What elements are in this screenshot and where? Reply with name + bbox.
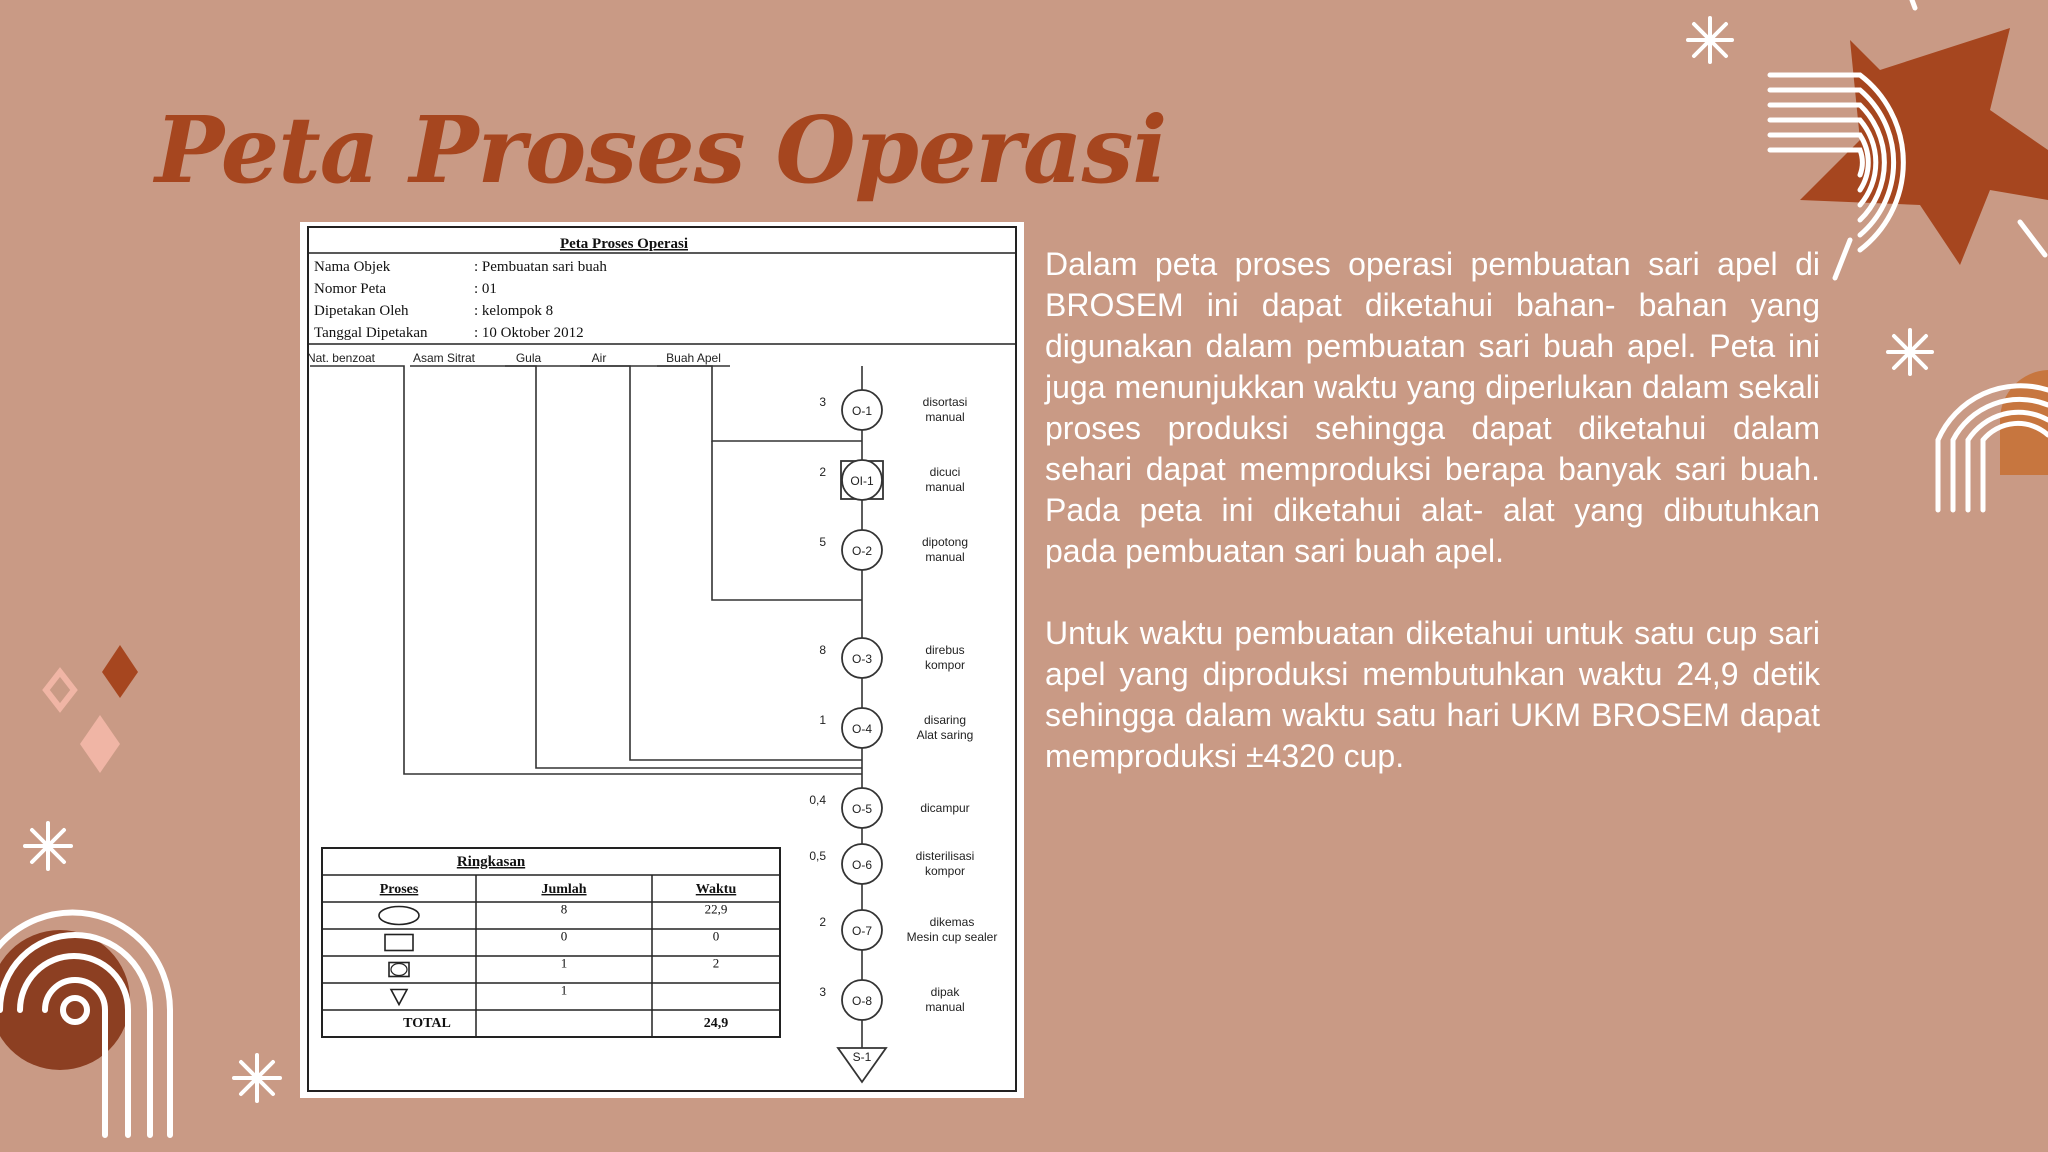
step-code: O-7	[851, 924, 873, 938]
material-label: Gula	[515, 351, 542, 365]
chart-heading: Peta Proses Operasi	[559, 236, 689, 252]
summary-total-label: TOTAL	[403, 1016, 451, 1031]
header-value: : 10 Oktober 2012	[474, 325, 584, 341]
step-desc: dikemas	[929, 915, 975, 929]
inspection-symbol	[385, 935, 413, 951]
step-code: O-4	[851, 722, 873, 736]
sparkle-icon	[234, 1055, 280, 1101]
summary-header: Proses	[379, 882, 419, 897]
header-value: : kelompok 8	[474, 303, 554, 319]
summary-waktu: 0	[712, 928, 720, 944]
header-label: Nama Objek	[314, 259, 391, 275]
step-tool: kompor	[924, 864, 966, 878]
summary-header: Waktu	[695, 882, 737, 897]
step-code: O-8	[851, 994, 873, 1008]
branch-merge	[712, 441, 862, 600]
summary-waktu: 2	[712, 955, 720, 971]
summary-waktu: 22,9	[704, 901, 728, 917]
step-code: O-2	[851, 544, 873, 558]
sparkle-icon	[1688, 18, 1732, 62]
branch-asam-sitrat	[478, 366, 862, 768]
step-time: 1	[819, 713, 826, 727]
step-code: O-1	[851, 404, 873, 418]
branch-nat-benzoat	[372, 366, 862, 774]
summary-total-value: 24,9	[703, 1016, 729, 1031]
step-desc: direbus	[925, 643, 965, 657]
summary-jumlah: 1	[560, 955, 568, 971]
paragraph-2: Untuk waktu pembuatan diketahui untuk satu cup sari apel yang diproduksi membutuhkan waktu 24,9 detik sehingga dalam waktu satu hari UKM BROSEM dapat memproduksi ±4320 cup.	[1045, 615, 1820, 774]
chart-header-info	[314, 259, 607, 341]
rainbow-lines-top-right	[1770, 75, 1903, 250]
summary-header: Jumlah	[541, 882, 587, 897]
material-label: Air	[591, 351, 607, 365]
step-tool: kompor	[924, 658, 966, 672]
summary-title: Ringkasan	[456, 854, 526, 870]
material-label: Asam Sitrat	[412, 351, 476, 365]
page-title: Peta Proses Operasi	[155, 96, 1167, 204]
step-code: O-6	[851, 858, 873, 872]
step-time: 8	[819, 643, 826, 657]
step-desc: disortasi	[922, 395, 968, 409]
step-code: S-1	[852, 1050, 872, 1064]
step-tool: manual	[925, 1000, 965, 1014]
material-label: Nat. benzoat	[306, 351, 376, 365]
step-desc: disaring	[923, 713, 967, 727]
header-label: Dipetakan Oleh	[314, 303, 409, 319]
step-time: 2	[819, 465, 826, 479]
header-value: : Pembuatan sari buah	[474, 259, 607, 275]
combined-symbol	[389, 963, 409, 977]
paragraph-1: Dalam peta proses operasi pembuatan sari apel di BROSEM ini dapat diketahui bahan- bahan yang digunakan dalam pembuatan sari buah apel. Peta ini juga menunjukkan waktu yang diperlukan dalam sekali proses produksi sehingga dapat diketahui dalam sehari dapat memproduksi berapa banyak sari buah. Pada peta ini diketahui alat- alat yang dibutuhkan pada pembuatan sari buah apel.	[1045, 246, 1820, 569]
branch-gula	[552, 366, 862, 760]
step-desc: disterilisasi	[915, 849, 975, 863]
sparkle-icon	[25, 823, 71, 869]
step-time: 0,5	[809, 849, 826, 863]
step-code: OI-1	[850, 474, 874, 488]
dash-line	[2020, 222, 2045, 255]
step-tool: manual	[925, 480, 965, 494]
body-text	[1045, 244, 1820, 777]
step-tool: Alat saring	[916, 728, 974, 742]
dash-line	[1912, 0, 1915, 8]
step-code: O-5	[851, 802, 873, 816]
step-time: 3	[819, 985, 826, 999]
process-steps	[809, 390, 997, 1082]
step-tool: manual	[925, 550, 965, 564]
step-time: 0,4	[809, 793, 826, 807]
combined-symbol	[391, 964, 407, 976]
process-chart-figure	[300, 222, 1024, 1098]
summary-table	[322, 848, 780, 1037]
summary-jumlah: 1	[560, 982, 568, 998]
step-desc: dicuci	[929, 465, 961, 479]
material-labels	[307, 351, 721, 365]
diamond-shape	[80, 715, 120, 773]
step-code: O-3	[851, 652, 873, 666]
storage-symbol	[391, 990, 407, 1005]
header-value: : 01	[474, 281, 497, 297]
step-desc: dicampur	[920, 801, 970, 815]
step-desc: dipak	[930, 985, 960, 999]
step-desc: dipotong	[921, 535, 969, 549]
header-label: Nomor Peta	[314, 281, 387, 297]
summary-border	[322, 848, 780, 1037]
step-time: 3	[819, 395, 826, 409]
sparkle-icon	[1888, 330, 1932, 374]
summary-jumlah: 0	[560, 928, 568, 944]
summary-jumlah: 8	[560, 901, 568, 917]
step-time: 5	[819, 535, 826, 549]
step-tool: Mesin cup sealer	[906, 930, 998, 944]
operation-process-chart	[300, 222, 1024, 1098]
star-shape	[1800, 28, 2048, 265]
diamond-shape	[46, 672, 74, 708]
operation-symbol	[379, 907, 419, 925]
header-label: Tanggal Dipetakan	[314, 325, 428, 341]
step-time: 2	[819, 915, 826, 929]
dash-line	[1835, 240, 1850, 278]
diamond-shape	[102, 645, 138, 698]
material-label: Buah Apel	[666, 351, 721, 365]
step-tool: manual	[925, 410, 965, 424]
